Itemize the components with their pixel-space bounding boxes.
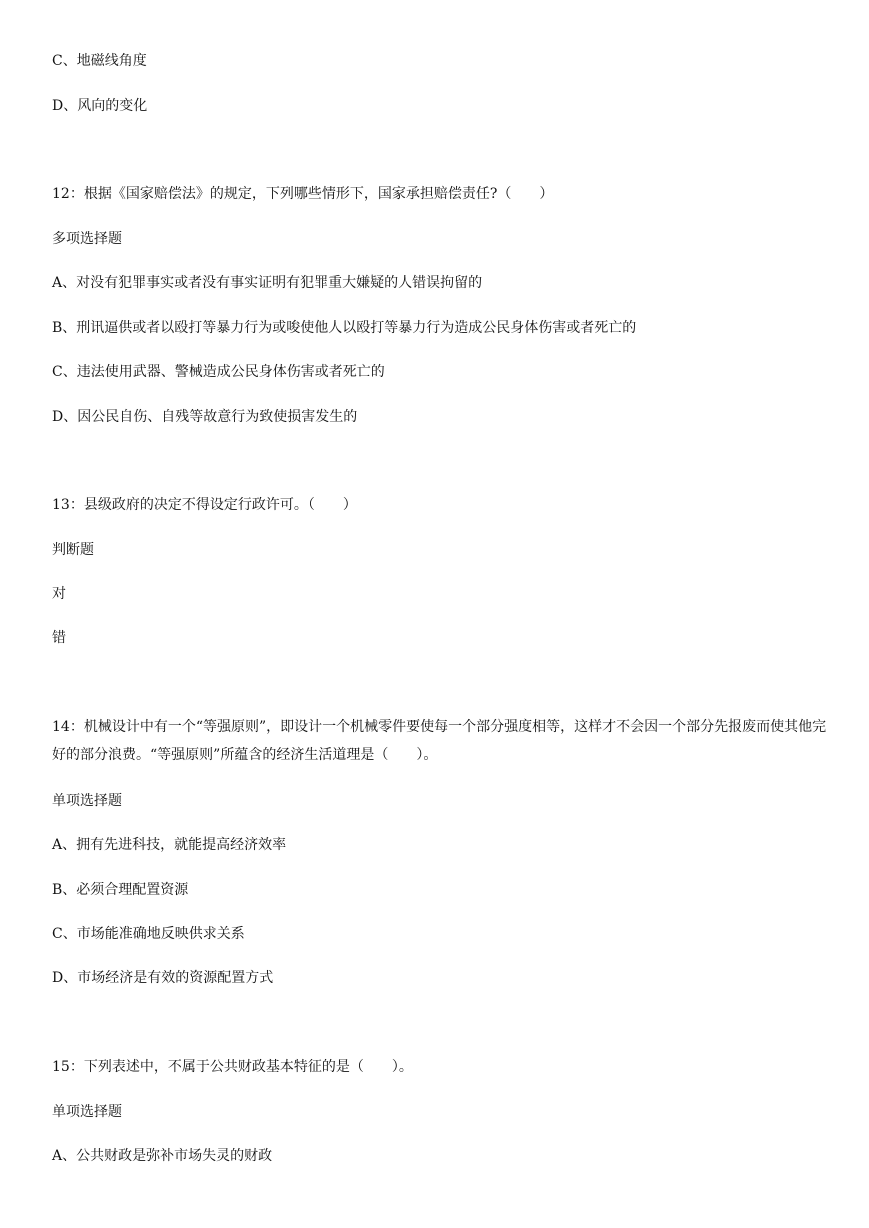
q15-option-a: A、公共财政是弥补市场失灵的财政 [52, 1148, 273, 1164]
q14-question: 14：机械设计中有一个“等强原则”，即设计一个机械零件要使每一个部分强度相等，这样才不会因一个部分先报废而使其他完好的部分浪费。“等强原则”所蕴含的经济生活道理是（ ）。 [52, 719, 827, 763]
q12-type: 多项选择题 [52, 231, 122, 247]
q11-option-d: D、风向的变化 [52, 98, 148, 114]
q13-option-false: 错 [52, 630, 66, 646]
q14-option-d: D、市场经济是有效的资源配置方式 [52, 970, 274, 986]
q14-option-b: B、必须合理配置资源 [52, 882, 189, 898]
q11-option-c: C、地磁线角度 [52, 53, 147, 69]
q12-question: 12：根据《国家赔偿法》的规定，下列哪些情形下，国家承担赔偿责任?（ ） [52, 186, 554, 202]
q13-option-true: 对 [52, 586, 66, 602]
q15-type: 单项选择题 [52, 1104, 122, 1120]
q14-option-a: A、拥有先进科技，就能提高经济效率 [52, 837, 287, 853]
q13-type: 判断题 [52, 542, 94, 558]
q12-option-d: D、因公民自伤、自残等故意行为致使损害发生的 [52, 409, 358, 425]
q12-option-a: A、对没有犯罪事实或者没有事实证明有犯罪重大嫌疑的人错误拘留的 [52, 275, 483, 291]
q12-option-b: B、刑讯逼供或者以殴打等暴力行为或唆使他人以殴打等暴力行为造成公民身体伤害或者死亡的 [52, 320, 637, 336]
q14-type: 单项选择题 [52, 793, 122, 809]
q12-option-c: C、违法使用武器、警械造成公民身体伤害或者死亡的 [52, 364, 385, 380]
q13-question: 13：县级政府的决定不得设定行政许可。（ ） [52, 497, 357, 513]
q15-question: 15：下列表述中，不属于公共财政基本特征的是（ ）。 [52, 1059, 413, 1075]
q14-option-c: C、市场能准确地反映供求关系 [52, 926, 245, 942]
